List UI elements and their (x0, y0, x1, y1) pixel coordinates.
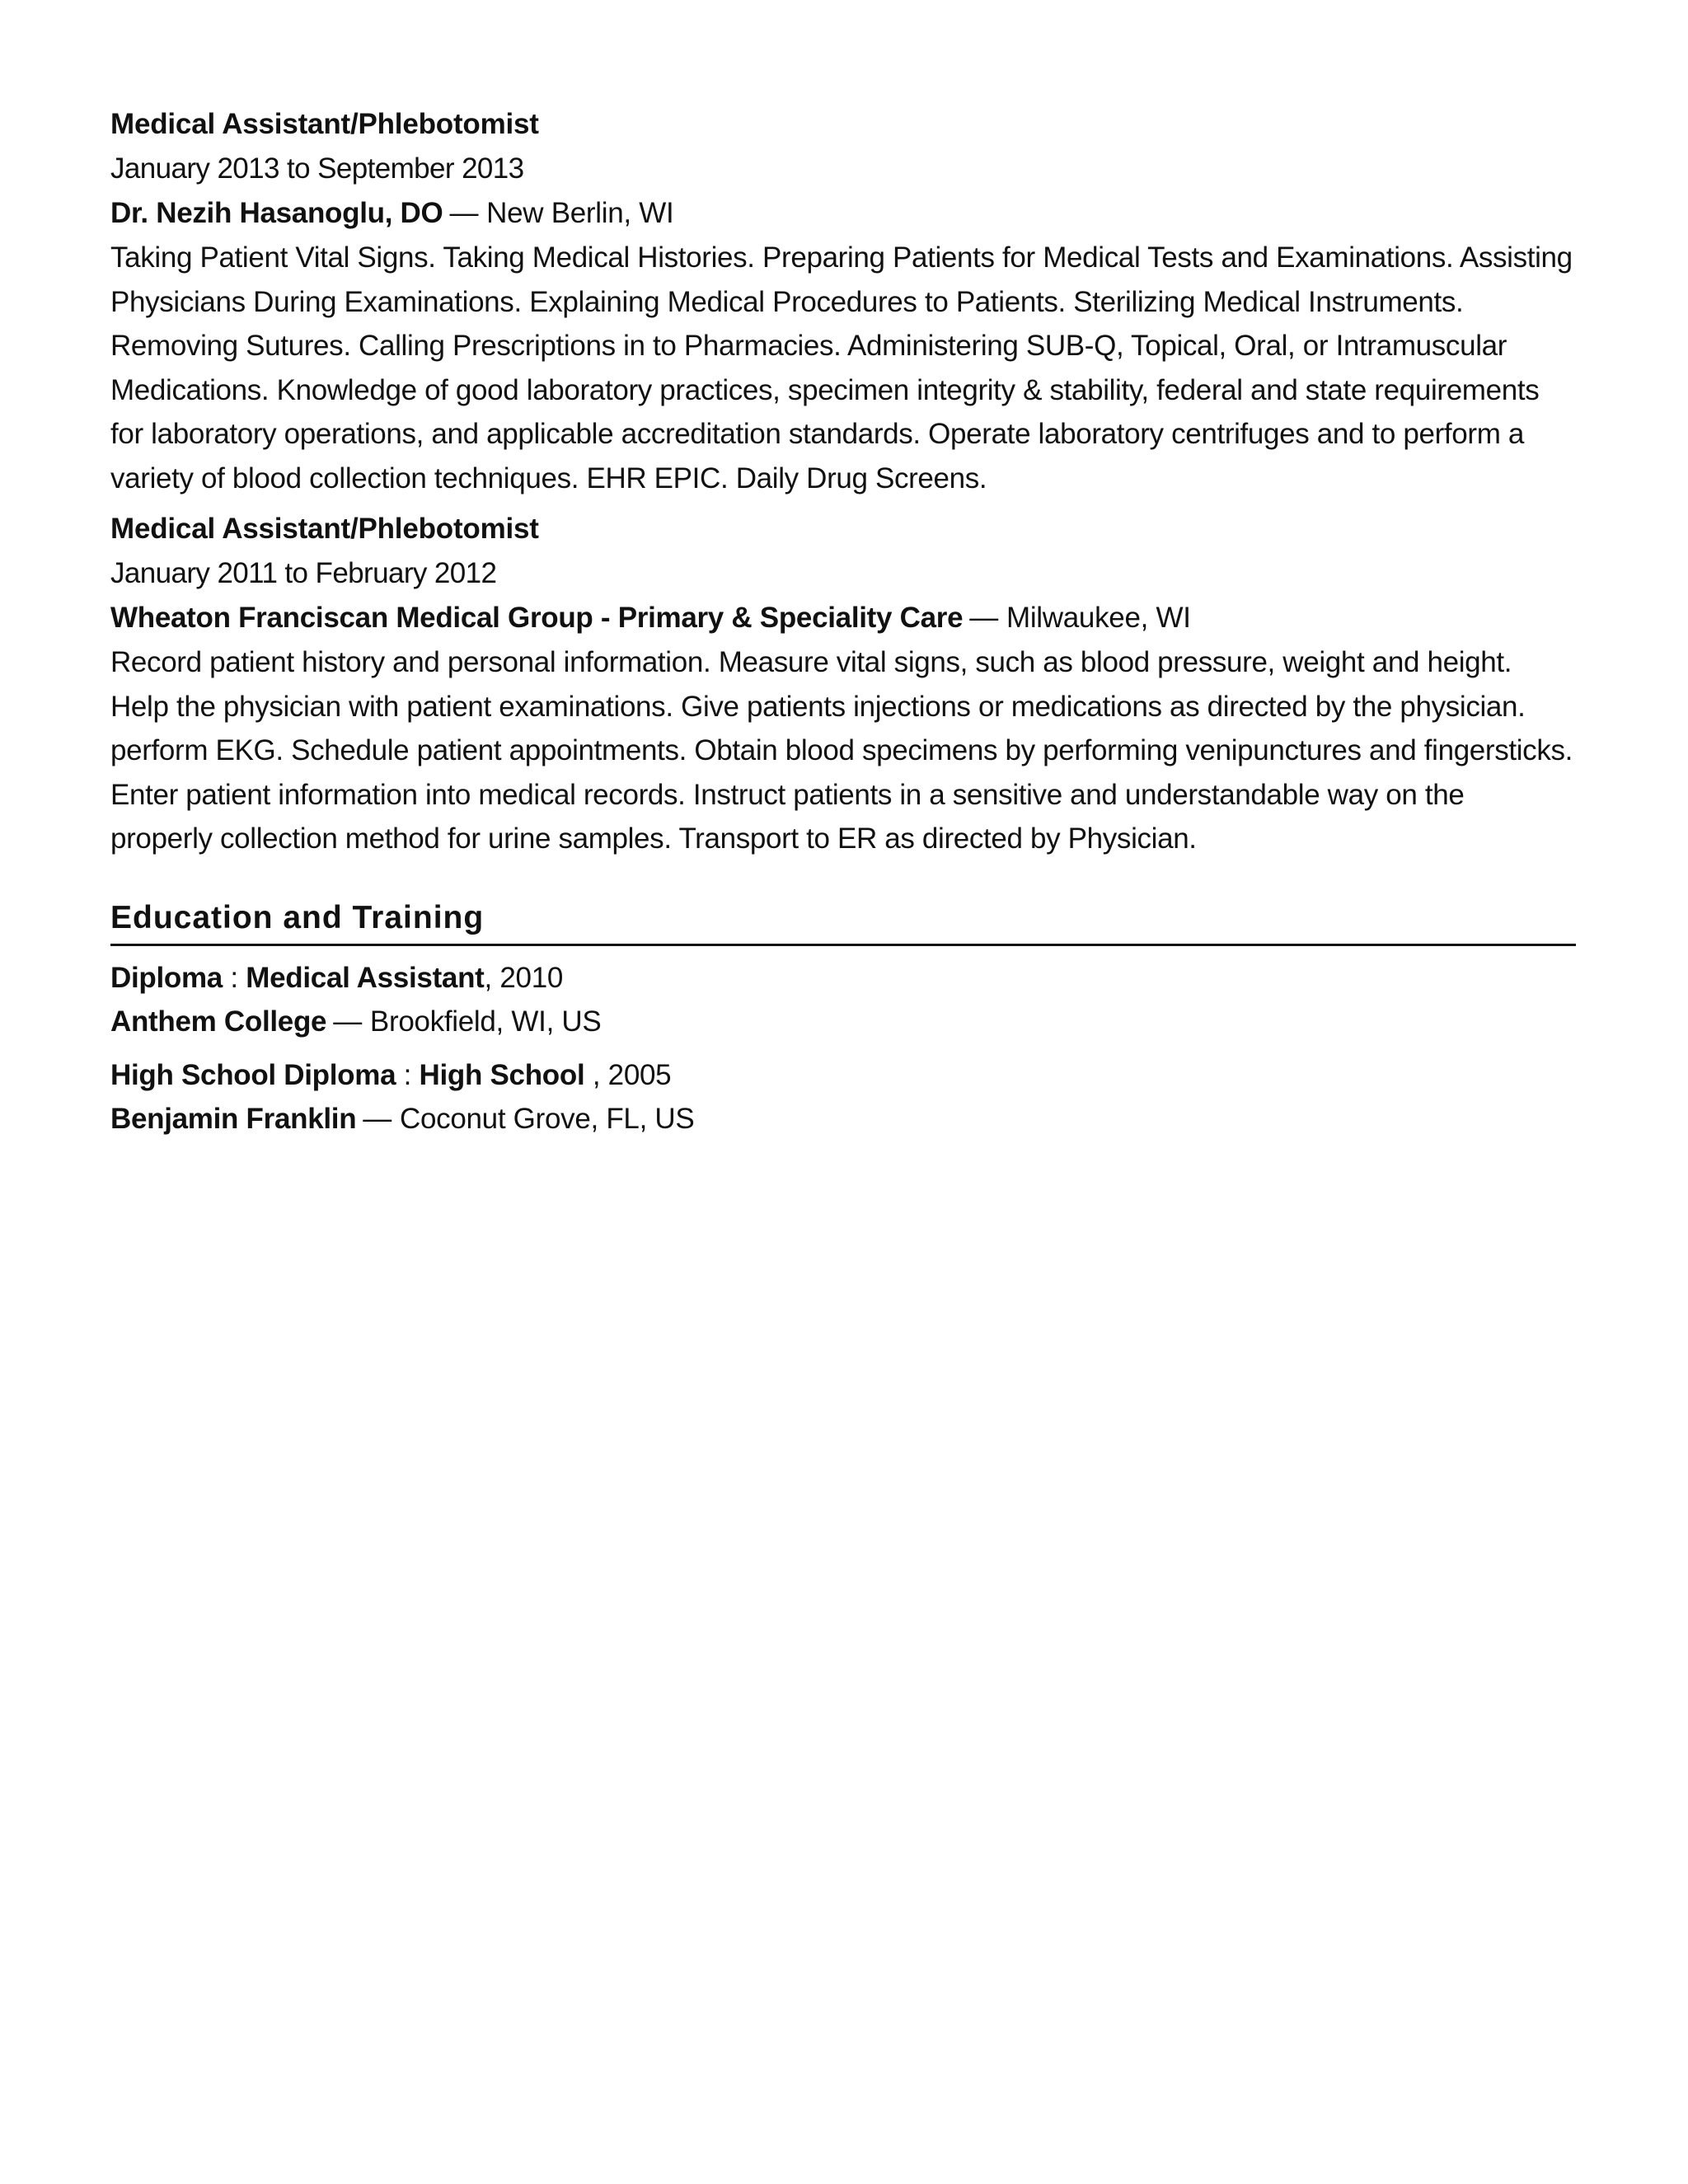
dash-separator: — (969, 602, 998, 634)
degree-separator: : (396, 1058, 420, 1091)
education-entry (110, 956, 1576, 1043)
degree-line (110, 1053, 1576, 1097)
graduation-year: , 2010 (484, 961, 564, 994)
employer-line (110, 191, 1576, 236)
field-of-study: Medical Assistant (246, 961, 485, 994)
employer-line (110, 596, 1576, 640)
job-dates: January 2013 to September 2013 (110, 152, 524, 185)
employer-location: Milwaukee, WI (1006, 602, 1191, 634)
education-entry (110, 1053, 1576, 1141)
school-name: Benjamin Franklin (110, 1102, 357, 1135)
employer-location: New Berlin, WI (486, 197, 674, 229)
job-description: Taking Patient Vital Signs. Taking Medical Histories. Preparing Patients for Medical Tests and Examinations. Assisting Physicians During Examinations. Explaining Medical Procedures to Patients. Sterilizing Medical Instruments. Removing Sutures. Calling Prescriptions in to Pharmacies. Administering SUB-Q, Topical, Oral, or Intramuscular Medications. Knowledge of good laboratory practices, specimen integrity & stability, federal and state requirements for laboratory operations, and applicable accreditation standards. Operate laboratory centrifuges and to perform a variety of blood collection techniques. EHR EPIC. Daily Drug Screens. (110, 241, 1573, 494)
school-line (110, 1097, 1576, 1141)
job-title: Medical Assistant/Phlebotomist (110, 513, 539, 545)
education-section-heading: Education and Training (110, 896, 1576, 946)
job-description: Record patient history and personal information. Measure vital signs, such as blood pressure, weight and height. Help the physician with patient examinations. Give patients injections or medications as directed by the physician. perform EKG. Schedule patient appointments. Obtain blood specimens by performing venipunctures and fingersticks. Enter patient information into medical records. Instruct patients in a sensitive and understandable way on the properly collection method for urine samples. Transport to ER as directed by Physician. (110, 646, 1573, 855)
experience-entry (110, 507, 1576, 861)
degree-name: Diploma (110, 961, 223, 994)
dash-separator: — (363, 1102, 392, 1135)
experience-entry (110, 102, 1576, 500)
school-location: Brookfield, WI, US (369, 1005, 602, 1038)
job-dates: January 2011 to February 2012 (110, 557, 497, 589)
degree-line (110, 956, 1576, 1000)
degree-name: High School Diploma (110, 1058, 396, 1091)
field-of-study: High School (419, 1058, 585, 1091)
dash-separator: — (449, 197, 479, 229)
employer-name: Wheaton Franciscan Medical Group - Primary & Speciality Care (110, 602, 964, 634)
employer-name: Dr. Nezih Hasanoglu, DO (110, 197, 443, 229)
resume-page (110, 102, 1576, 1141)
degree-separator: : (222, 961, 246, 994)
graduation-year: , 2005 (584, 1058, 672, 1091)
school-line (110, 1000, 1576, 1043)
dash-separator: — (333, 1005, 362, 1038)
school-location: Coconut Grove, FL, US (400, 1102, 695, 1135)
school-name: Anthem College (110, 1005, 327, 1038)
job-title: Medical Assistant/Phlebotomist (110, 108, 539, 140)
